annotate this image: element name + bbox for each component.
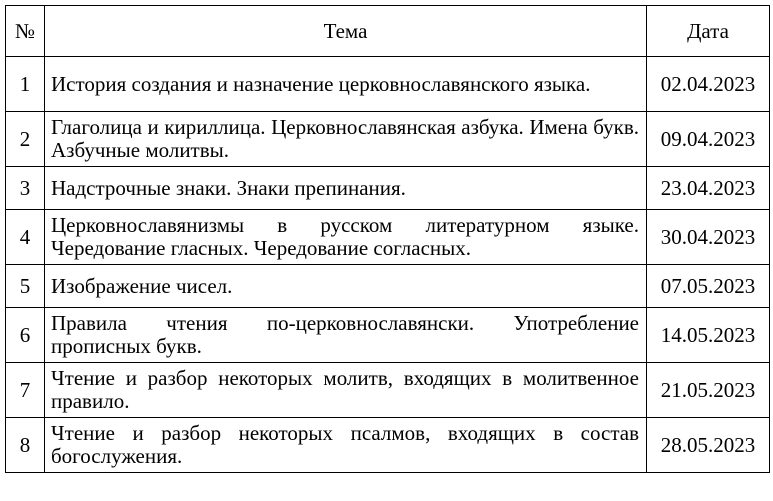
header-number: № (6, 6, 45, 57)
row-date: 21.05.2023 (647, 363, 770, 418)
table-row (6, 363, 770, 418)
row-number: 4 (6, 210, 45, 265)
table-row (6, 265, 770, 308)
row-number: 3 (6, 167, 45, 210)
table-row (6, 57, 770, 112)
row-date: 07.05.2023 (647, 265, 770, 308)
row-date: 09.04.2023 (647, 112, 770, 167)
row-topic: Правила чтения по-церковнославянски. Употребление прописных букв. (45, 308, 647, 363)
row-topic: Чтение и разбор некоторых молитв, входящих в молитвенное правило. (45, 363, 647, 418)
table-row (6, 112, 770, 167)
row-date: 28.05.2023 (647, 418, 770, 473)
table-row (6, 210, 770, 265)
row-number: 1 (6, 57, 45, 112)
row-date: 30.04.2023 (647, 210, 770, 265)
row-number: 5 (6, 265, 45, 308)
row-topic: Глаголица и кириллица. Церковнославянская азбука. Имена букв. Азбучные молитвы. (45, 112, 647, 167)
table-row (6, 308, 770, 363)
row-topic: Надстрочные знаки. Знаки препинания. (45, 167, 647, 210)
schedule-table (5, 5, 770, 473)
row-topic: Изображение чисел. (45, 265, 647, 308)
header-row (6, 6, 770, 57)
row-number: 2 (6, 112, 45, 167)
row-topic: Церковнославянизмы в русском литературном языке. Чередование гласных. Чередование согласных. (45, 210, 647, 265)
table-row (6, 167, 770, 210)
row-date: 14.05.2023 (647, 308, 770, 363)
row-number: 8 (6, 418, 45, 473)
row-date: 23.04.2023 (647, 167, 770, 210)
table-row (6, 418, 770, 473)
row-number: 6 (6, 308, 45, 363)
row-number: 7 (6, 363, 45, 418)
header-topic: Тема (45, 6, 647, 57)
row-date: 02.04.2023 (647, 57, 770, 112)
row-topic: Чтение и разбор некоторых псалмов, входящих в состав богослужения. (45, 418, 647, 473)
header-date: Дата (647, 6, 770, 57)
row-topic: История создания и назначение церковнославянского языка. (45, 57, 647, 112)
